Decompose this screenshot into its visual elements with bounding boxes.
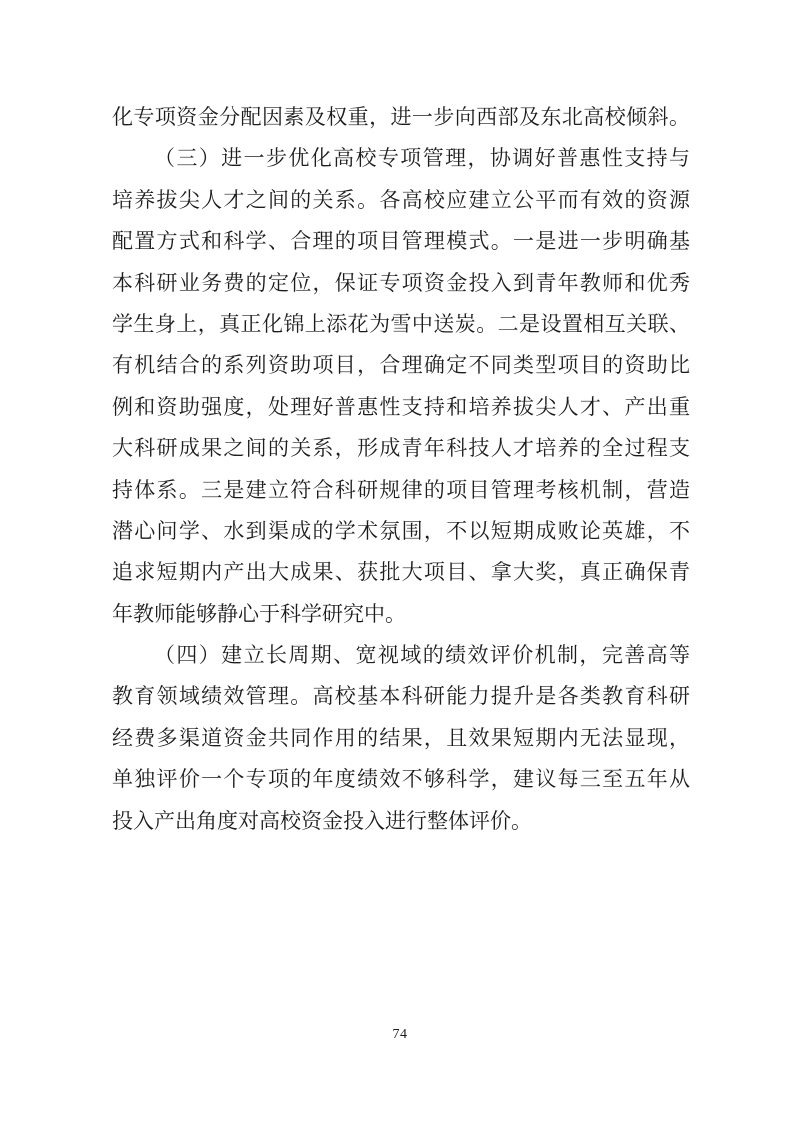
text-line: 有机结合的系列资助项目，合理确定不同类型项目的资助比 [112, 353, 690, 378]
text-line: 投入产出角度对高校资金投入进行整体评价。 [112, 808, 532, 833]
text-line: 大科研成果之间的关系，形成青年科技人才培养的全过程支 [112, 436, 690, 461]
page-number: 74 [392, 1027, 408, 1042]
text-line: 追求短期内产出大成果、获批大项目、拿大奖，真正确保青 [112, 560, 690, 585]
text-line: （四）建立长周期、宽视域的绩效评价机制，完善高等 [154, 643, 690, 668]
document-body [112, 97, 690, 842]
text-line: 潜心问学、水到渠成的学术氛围，不以短期成败论英雄，不 [112, 518, 690, 543]
text-line: 经费多渠道资金共同作用的结果，且效果短期内无法显现， [112, 725, 690, 750]
text-line: 培养拔尖人才之间的关系。各高校应建立公平而有效的资源 [112, 187, 690, 212]
text-line: 学生身上，真正化锦上添花为雪中送炭。二是设置相互关联、 [112, 311, 690, 336]
text-line: 配置方式和科学、合理的项目管理模式。一是进一步明确基 [112, 229, 690, 254]
text-line: 教育领域绩效管理。高校基本科研能力提升是各类教育科研 [112, 684, 690, 709]
text-line: 例和资助强度，处理好普惠性支持和培养拔尖人才、产出重 [112, 394, 690, 419]
text-line: 年教师能够静心于科学研究中。 [112, 601, 406, 626]
text-line: 持体系。三是建立符合科研规律的项目管理考核机制，营造 [112, 477, 690, 502]
text-line: （三）进一步优化高校专项管理，协调好普惠性支持与 [154, 146, 690, 171]
text-line: 单独评价一个专项的年度绩效不够科学，建议每三至五年从 [112, 767, 690, 792]
text-line: 化专项资金分配因素及权重，进一步向西部及东北高校倾斜。 [112, 105, 690, 129]
text-line: 本科研业务费的定位，保证专项资金投入到青年教师和优秀 [112, 270, 690, 295]
